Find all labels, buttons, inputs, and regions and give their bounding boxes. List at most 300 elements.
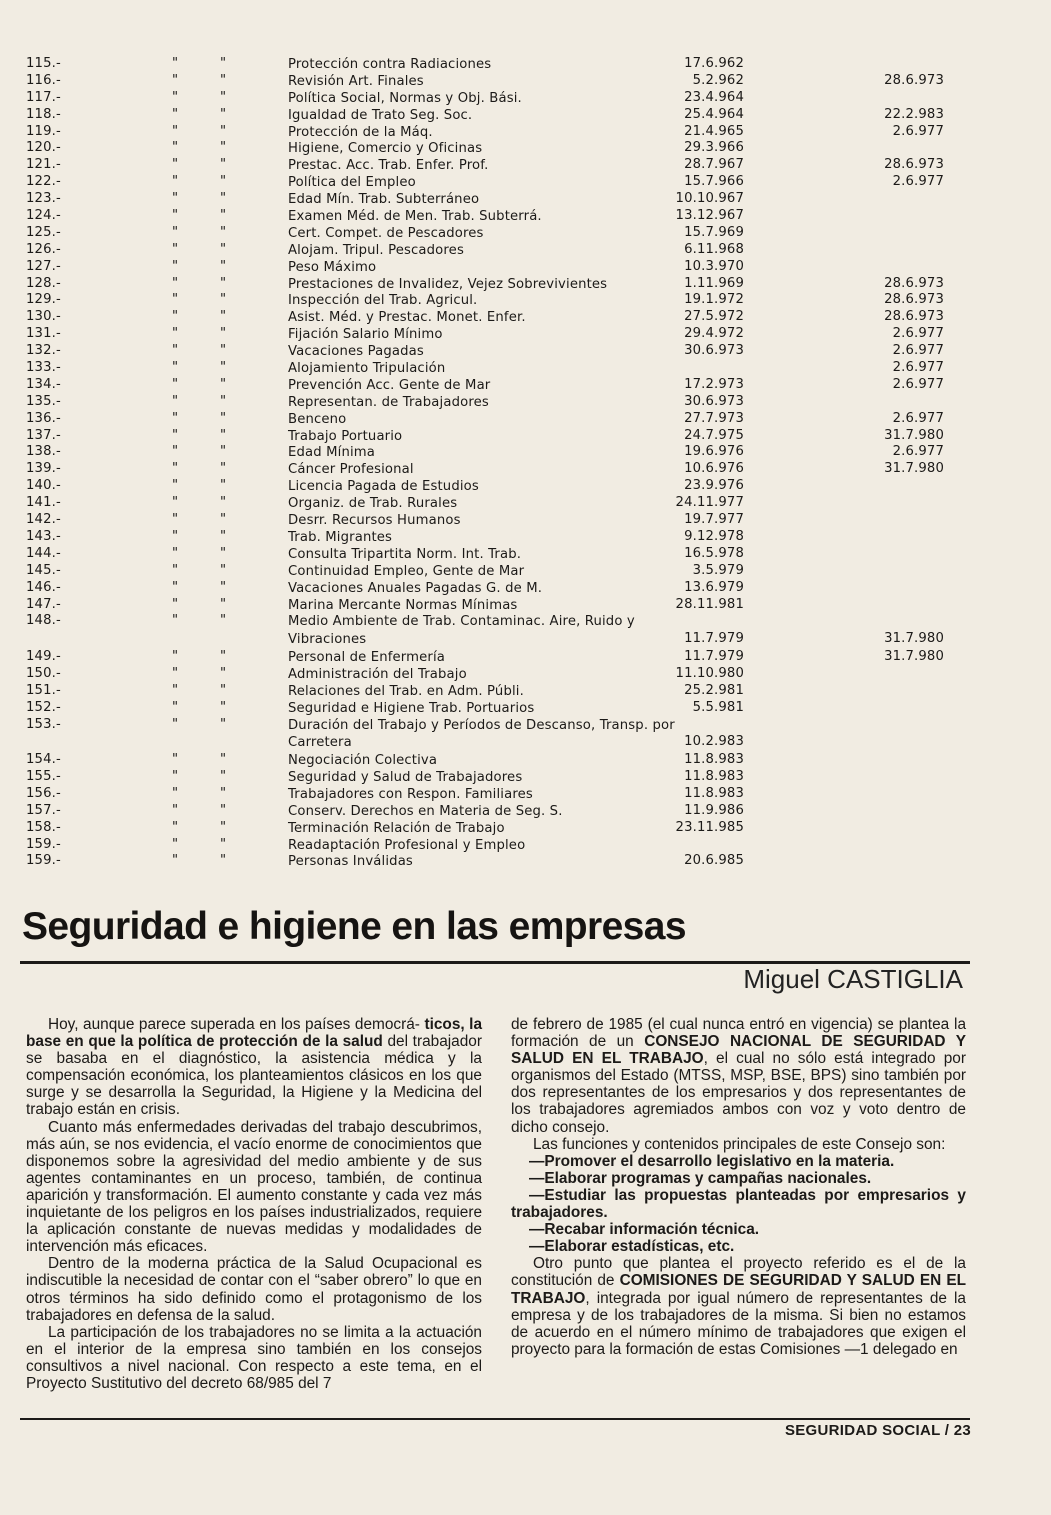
- list-item: —Elaborar programas y campañas nacionales.: [529, 1169, 872, 1187]
- convention-title: Relaciones del Trab. en Adm. Públi.: [288, 683, 524, 699]
- ditto-mark: ": [172, 802, 179, 818]
- convention-title: Duración del Trabajo y Períodos de Descanso, Transp. por Carretera: [288, 717, 675, 751]
- ditto-mark: ": [220, 785, 227, 801]
- adoption-date: 21.4.965: [684, 123, 744, 139]
- ditto-mark: ": [172, 360, 179, 376]
- table-row: [26, 157, 1006, 174]
- convention-number: 130.-: [26, 309, 61, 325]
- ditto-mark: ": [220, 410, 227, 426]
- table-row: [26, 107, 1006, 124]
- ditto-mark: ": [172, 106, 179, 122]
- adoption-date: 16.5.978: [684, 545, 744, 561]
- convention-number: 131.-: [26, 326, 61, 342]
- conventions-table: [26, 56, 1006, 870]
- ditto-mark: ": [220, 174, 227, 190]
- convention-title: Seguridad e Higiene Trab. Portuarios: [288, 700, 535, 716]
- ditto-mark: ": [172, 785, 179, 801]
- ditto-mark: ": [220, 140, 227, 156]
- adoption-date: 19.7.977: [684, 512, 744, 528]
- ditto-mark: ": [220, 224, 227, 240]
- convention-number: 123.-: [26, 191, 61, 207]
- convention-number: 153.-: [26, 716, 61, 732]
- table-row: [26, 343, 1006, 360]
- ditto-mark: ": [220, 123, 227, 139]
- convention-title: Organiz. de Trab. Rurales: [288, 496, 458, 512]
- convention-title: Protección de la Máq.: [288, 124, 433, 140]
- convention-number: 156.-: [26, 785, 61, 801]
- adoption-date: 20.6.985: [684, 853, 744, 869]
- convention-number: 121.-: [26, 157, 61, 173]
- ditto-mark: ": [220, 545, 227, 561]
- convention-number: 159.-: [26, 836, 61, 852]
- convention-title: Inspección del Trab. Agricul.: [288, 293, 478, 309]
- adoption-date: 27.5.972: [684, 309, 744, 325]
- ratification-date: 2.6.977: [892, 376, 944, 392]
- convention-number: 119.-: [26, 123, 61, 139]
- ratification-date: 2.6.977: [892, 360, 944, 376]
- convention-number: 159.-: [26, 853, 61, 869]
- ratification-date: 2.6.977: [892, 174, 944, 190]
- convention-number: 140.-: [26, 478, 61, 494]
- table-row: [26, 276, 1006, 293]
- paragraph: Las funciones y contenidos principales de este Consejo son:: [533, 1135, 946, 1153]
- convention-number: 157.-: [26, 802, 61, 818]
- table-row: [26, 478, 1006, 495]
- convention-title: Terminación Relación de Trabajo: [288, 820, 505, 836]
- convention-number: 133.-: [26, 360, 61, 376]
- convention-number: 117.-: [26, 89, 61, 105]
- table-row: [26, 73, 1006, 90]
- ditto-mark: ": [220, 752, 227, 768]
- convention-number: 132.-: [26, 343, 61, 359]
- adoption-date: 27.7.973: [684, 410, 744, 426]
- ditto-mark: ": [220, 461, 227, 477]
- paragraph: de febrero de 1985 (el cual nunca entró en vigencia) se plantea la formación de un CONSEJO NACIONAL DE SEGURIDAD Y SALUD EN EL TRABAJO, el cual no sólo está integrado por organismos del Estado (MTSS, MSP, BSE, BPS) sino también por dos representantes de los empresarios y dos representantes de los trabajadores agremiados ambos con voz y voto dentro de dicho consejo.: [511, 1016, 966, 1136]
- ditto-mark: ": [172, 275, 179, 291]
- table-row: [26, 90, 1006, 107]
- adoption-date: 11.8.983: [684, 752, 744, 768]
- table-row: [26, 259, 1006, 276]
- ditto-mark: ": [220, 853, 227, 869]
- table-row: [26, 820, 1006, 837]
- ratification-date: 28.6.973: [884, 157, 944, 173]
- convention-title: Política Social, Normas y Obj. Bási.: [288, 90, 522, 106]
- ditto-mark: ": [220, 292, 227, 308]
- ditto-mark: ": [172, 292, 179, 308]
- ratification-date: 31.7.980: [884, 461, 944, 477]
- convention-title: Vacaciones Anuales Pagadas G. de M.: [288, 580, 543, 596]
- table-row: [26, 837, 1006, 854]
- adoption-date: 28.7.967: [684, 157, 744, 173]
- adoption-date: 30.6.973: [684, 343, 744, 359]
- ditto-mark: ": [172, 769, 179, 785]
- ditto-mark: ": [172, 495, 179, 511]
- ditto-mark: ": [220, 769, 227, 785]
- ditto-mark: ": [220, 275, 227, 291]
- convention-number: 122.-: [26, 174, 61, 190]
- ditto-mark: ": [172, 716, 179, 732]
- ratification-date: 31.7.980: [884, 631, 944, 647]
- convention-number: 137.-: [26, 427, 61, 443]
- convention-number: 135.-: [26, 393, 61, 409]
- ditto-mark: ": [220, 326, 227, 342]
- table-row: [26, 428, 1006, 445]
- convention-number: 152.-: [26, 699, 61, 715]
- ditto-mark: ": [220, 596, 227, 612]
- convention-title: Conserv. Derechos en Materia de Seg. S.: [288, 803, 563, 819]
- adoption-date: 11.7.979: [684, 631, 744, 647]
- convention-title: Personal de Enfermería: [288, 649, 445, 665]
- table-row: [26, 444, 1006, 461]
- ditto-mark: ": [172, 241, 179, 257]
- ditto-mark: ": [220, 106, 227, 122]
- ditto-mark: ": [220, 343, 227, 359]
- table-row: [26, 803, 1006, 820]
- ditto-mark: ": [220, 89, 227, 105]
- adoption-date: 9.12.978: [684, 528, 744, 544]
- ditto-mark: ": [220, 56, 227, 71]
- convention-title: Marina Mercante Normas Mínimas: [288, 597, 518, 613]
- convention-title: Alojam. Tripul. Pescadores: [288, 242, 464, 258]
- convention-number: 126.-: [26, 241, 61, 257]
- convention-number: 139.-: [26, 461, 61, 477]
- ratification-date: 2.6.977: [892, 123, 944, 139]
- ratification-date: 2.6.977: [892, 444, 944, 460]
- ratification-date: 28.6.973: [884, 72, 944, 88]
- adoption-date: 23.9.976: [684, 478, 744, 494]
- adoption-date: 17.6.962: [684, 56, 744, 71]
- ratification-date: 22.2.983: [884, 106, 944, 122]
- ditto-mark: ": [220, 376, 227, 392]
- convention-title: Prestac. Acc. Trab. Enfer. Prof.: [288, 158, 489, 174]
- ditto-mark: ": [172, 528, 179, 544]
- table-row: [26, 292, 1006, 309]
- convention-number: 138.-: [26, 444, 61, 460]
- ditto-mark: ": [172, 665, 179, 681]
- adoption-date: 28.11.981: [675, 596, 744, 612]
- adoption-date: 25.4.964: [684, 106, 744, 122]
- ditto-mark: ": [172, 72, 179, 88]
- adoption-date: 3.5.979: [692, 562, 744, 578]
- ditto-mark: ": [220, 309, 227, 325]
- adoption-date: 10.2.983: [684, 734, 744, 750]
- ditto-mark: ": [172, 89, 179, 105]
- convention-number: 155.-: [26, 769, 61, 785]
- convention-number: 118.-: [26, 106, 61, 122]
- ratification-date: 28.6.973: [884, 309, 944, 325]
- convention-number: 158.-: [26, 819, 61, 835]
- convention-number: 145.-: [26, 562, 61, 578]
- convention-title: Cáncer Profesional: [288, 462, 414, 478]
- ditto-mark: ": [220, 258, 227, 274]
- ditto-mark: ": [172, 682, 179, 698]
- adoption-date: 13.12.967: [675, 208, 744, 224]
- table-row: [26, 613, 1006, 649]
- ditto-mark: ": [220, 208, 227, 224]
- adoption-date: 10.6.976: [684, 461, 744, 477]
- table-row: [26, 580, 1006, 597]
- ditto-mark: ": [220, 579, 227, 595]
- convention-title: Peso Máximo: [288, 259, 377, 275]
- ditto-mark: ": [172, 444, 179, 460]
- ditto-mark: ": [220, 512, 227, 528]
- paragraph: La participación de los trabajadores no se limita a la actuación en el interior de la empresa sino también en los consejos consultivos a nivel nacional. Con respecto a este tema, en el Proyecto Sustitutivo del decreto 68/985 del 7: [26, 1323, 482, 1392]
- adoption-date: 25.2.981: [684, 682, 744, 698]
- convention-number: 115.-: [26, 56, 61, 71]
- ditto-mark: ": [220, 241, 227, 257]
- adoption-date: 5.2.962: [692, 72, 744, 88]
- convention-number: 149.-: [26, 648, 61, 664]
- convention-number: 146.-: [26, 579, 61, 595]
- convention-title: Examen Méd. de Men. Trab. Subterrá.: [288, 209, 542, 225]
- page-footer: SEGURIDAD SOCIAL / 23: [784, 1422, 971, 1439]
- ditto-mark: ": [172, 140, 179, 156]
- convention-number: 143.-: [26, 528, 61, 544]
- convention-title: Política del Empleo: [288, 175, 416, 191]
- adoption-date: 11.10.980: [675, 665, 744, 681]
- adoption-date: 11.9.986: [684, 802, 744, 818]
- convention-number: 124.-: [26, 208, 61, 224]
- adoption-date: 23.4.964: [684, 89, 744, 105]
- convention-title: Fijación Salario Mínimo: [288, 327, 443, 343]
- convention-title: Administración del Trabajo: [288, 666, 467, 682]
- ditto-mark: ": [220, 665, 227, 681]
- convention-number: 150.-: [26, 665, 61, 681]
- table-row: [26, 700, 1006, 717]
- ditto-mark: ": [220, 613, 227, 629]
- ratification-date: 2.6.977: [892, 326, 944, 342]
- ditto-mark: ": [220, 562, 227, 578]
- table-row: [26, 174, 1006, 191]
- table-row: [26, 529, 1006, 546]
- table-row: [26, 461, 1006, 478]
- table-row: [26, 752, 1006, 769]
- ratification-date: 2.6.977: [892, 410, 944, 426]
- ditto-mark: ": [220, 360, 227, 376]
- ditto-mark: ": [172, 410, 179, 426]
- convention-number: 134.-: [26, 376, 61, 392]
- adoption-date: 13.6.979: [684, 579, 744, 595]
- ratification-date: 31.7.980: [884, 648, 944, 664]
- table-row: [26, 666, 1006, 683]
- adoption-date: 19.6.976: [684, 444, 744, 460]
- table-row: [26, 769, 1006, 786]
- ditto-mark: ": [220, 528, 227, 544]
- ditto-mark: ": [220, 72, 227, 88]
- convention-title: Desrr. Recursos Humanos: [288, 513, 461, 529]
- article-author: Miguel CASTIGLIA: [743, 964, 963, 994]
- table-row: [26, 191, 1006, 208]
- ditto-mark: ": [172, 123, 179, 139]
- ditto-mark: ": [172, 376, 179, 392]
- adoption-date: 19.1.972: [684, 292, 744, 308]
- ditto-mark: ": [220, 393, 227, 409]
- convention-number: 128.-: [26, 275, 61, 291]
- convention-number: 147.-: [26, 596, 61, 612]
- ditto-mark: ": [220, 191, 227, 207]
- ditto-mark: ": [220, 836, 227, 852]
- ditto-mark: ": [220, 444, 227, 460]
- convention-title: Trabajadores con Respon. Familiares: [288, 786, 533, 802]
- convention-title: Consulta Tripartita Norm. Int. Trab.: [288, 546, 522, 562]
- adoption-date: 23.11.985: [675, 819, 744, 835]
- table-row: [26, 563, 1006, 580]
- ditto-mark: ": [220, 427, 227, 443]
- ditto-mark: ": [172, 208, 179, 224]
- convention-number: 125.-: [26, 224, 61, 240]
- table-row: [26, 786, 1006, 803]
- convention-title: Trabajo Portuario: [288, 428, 403, 444]
- paragraph: Cuanto más enfermedades derivadas del trabajo descubrimos, más aún, se nos evidencia, el vacío enorme de conocimientos que disponemos sobre la agresividad del medio ambiente y de sus agentes contaminantes en un proceso, también, de continua aparición y transformación. El aumento constante y cada vez más inquietante de los peligros en los países industrializados, requiere la aplicación constante de nuevas medidas y modalidades de intervención más eficaces.: [26, 1118, 482, 1256]
- table-row: [26, 683, 1006, 700]
- ditto-mark: ": [172, 819, 179, 835]
- convention-title: Higiene, Comercio y Oficinas: [288, 141, 483, 157]
- convention-title: Alojamiento Tripulación: [288, 361, 446, 377]
- convention-number: 116.-: [26, 72, 61, 88]
- adoption-date: 29.3.966: [684, 140, 744, 156]
- adoption-date: 30.6.973: [684, 393, 744, 409]
- ratification-date: 28.6.973: [884, 292, 944, 308]
- paragraph: Dentro de la moderna práctica de la Salud Ocupacional es indiscutible la necesidad de contar con el “saber obrero” lo que en otros términos ha sido definido como el protagonismo de los trabajadores en defensa de la salud.: [26, 1255, 482, 1324]
- ditto-mark: ": [172, 853, 179, 869]
- ditto-mark: ": [172, 174, 179, 190]
- convention-title: Asist. Méd. y Prestac. Monet. Enfer.: [288, 310, 526, 326]
- ditto-mark: ": [172, 157, 179, 173]
- footer-rule: [20, 1418, 970, 1420]
- ditto-mark: ": [220, 648, 227, 664]
- ditto-mark: ": [220, 819, 227, 835]
- article-column-left: [26, 1016, 482, 1392]
- convention-number: 148.-: [26, 613, 61, 629]
- table-row: [26, 546, 1006, 563]
- convention-title: Protección contra Radiaciones: [288, 57, 492, 72]
- ditto-mark: ": [172, 56, 179, 71]
- table-row: [26, 360, 1006, 377]
- convention-title: Igualdad de Trato Seg. Soc.: [288, 107, 473, 123]
- ditto-mark: ": [172, 512, 179, 528]
- table-row: [26, 377, 1006, 394]
- ditto-mark: ": [220, 495, 227, 511]
- convention-title: Negociación Colectiva: [288, 753, 438, 769]
- list-item: —Estudiar las propuestas planteadas por empresarios y trabajadores.: [511, 1186, 966, 1222]
- article-column-right: [511, 1016, 966, 1358]
- adoption-date: 5.5.981: [692, 699, 744, 715]
- adoption-date: 11.7.979: [684, 648, 744, 664]
- convention-number: 154.-: [26, 752, 61, 768]
- convention-number: 136.-: [26, 410, 61, 426]
- table-row: [26, 411, 1006, 428]
- ditto-mark: ": [172, 545, 179, 561]
- ratification-date: 2.6.977: [892, 343, 944, 359]
- ditto-mark: ": [172, 752, 179, 768]
- ditto-mark: ": [220, 157, 227, 173]
- ditto-mark: ": [172, 478, 179, 494]
- adoption-date: 15.7.969: [684, 224, 744, 240]
- ditto-mark: ": [172, 191, 179, 207]
- ditto-mark: ": [172, 579, 179, 595]
- ditto-mark: ": [172, 836, 179, 852]
- list-item: —Promover el desarrollo legislativo en la materia.: [529, 1152, 895, 1170]
- table-row: [26, 309, 1006, 326]
- adoption-date: 29.4.972: [684, 326, 744, 342]
- table-row: [26, 208, 1006, 225]
- convention-number: 151.-: [26, 682, 61, 698]
- article-headline: Seguridad e higiene en las empresas: [22, 905, 686, 948]
- ditto-mark: ": [172, 224, 179, 240]
- convention-title: Licencia Pagada de Estudios: [288, 479, 479, 495]
- table-row: [26, 225, 1006, 242]
- convention-number: 141.-: [26, 495, 61, 511]
- list-item: —Recabar información técnica.: [529, 1221, 760, 1239]
- adoption-date: 24.7.975: [684, 427, 744, 443]
- ditto-mark: ": [172, 648, 179, 664]
- convention-title: Vacaciones Pagadas: [288, 344, 424, 360]
- adoption-date: 11.8.983: [684, 769, 744, 785]
- convention-title: Edad Mín. Trab. Subterráneo: [288, 192, 480, 208]
- convention-title: Revisión Art. Finales: [288, 73, 424, 89]
- convention-number: 142.-: [26, 512, 61, 528]
- ratification-date: 28.6.973: [884, 275, 944, 291]
- ditto-mark: ": [172, 461, 179, 477]
- ditto-mark: ": [220, 699, 227, 715]
- convention-title: Cert. Compet. de Pescadores: [288, 225, 484, 241]
- table-row: [26, 394, 1006, 411]
- ditto-mark: ": [172, 596, 179, 612]
- convention-title: Seguridad y Salud de Trabajadores: [288, 770, 523, 786]
- convention-title: Readaptación Profesional y Empleo: [288, 837, 526, 853]
- ditto-mark: ": [172, 343, 179, 359]
- convention-title: Personas Inválidas: [288, 854, 413, 870]
- table-row: [26, 124, 1006, 141]
- ditto-mark: ": [220, 478, 227, 494]
- convention-number: 127.-: [26, 258, 61, 274]
- ditto-mark: ": [172, 393, 179, 409]
- table-row: [26, 853, 1006, 870]
- convention-title: Prestaciones de Invalidez, Vejez Sobrevivientes: [288, 276, 608, 292]
- convention-number: 129.-: [26, 292, 61, 308]
- convention-title: Edad Mínima: [288, 445, 375, 461]
- adoption-date: 24.11.977: [675, 495, 744, 511]
- table-row: [26, 56, 1006, 73]
- table-row: [26, 649, 1006, 666]
- convention-title: Representan. de Trabajadores: [288, 394, 489, 410]
- ditto-mark: ": [172, 258, 179, 274]
- adoption-date: 1.11.969: [684, 275, 744, 291]
- ditto-mark: ": [172, 309, 179, 325]
- table-row: [26, 597, 1006, 614]
- table-row: [26, 512, 1006, 529]
- paragraph: Otro punto que plantea el proyecto referido es el de la constitución de COMISIONES DE SEGURIDAD Y SALUD EN EL TRABAJO, integrada por igual número de representantes de la empresa y de los trabajadores de la misma. Si bien no estamos de acuerdo en el número mínimo de trabajadores que exigen el proyecto para la formación de estas Comisiones —1 delegado en: [511, 1255, 966, 1358]
- table-row: [26, 717, 1006, 753]
- adoption-date: 17.2.973: [684, 376, 744, 392]
- ratification-date: 31.7.980: [884, 427, 944, 443]
- convention-title: Prevención Acc. Gente de Mar: [288, 377, 491, 393]
- ditto-mark: ": [172, 699, 179, 715]
- ditto-mark: ": [220, 682, 227, 698]
- adoption-date: 15.7.966: [684, 174, 744, 190]
- ditto-mark: ": [220, 716, 227, 732]
- adoption-date: 6.11.968: [684, 241, 744, 257]
- convention-title: Trab. Migrantes: [288, 529, 393, 545]
- convention-number: 120.-: [26, 140, 61, 156]
- table-row: [26, 326, 1006, 343]
- ditto-mark: ": [172, 562, 179, 578]
- convention-title: Continuidad Empleo, Gente de Mar: [288, 563, 525, 579]
- adoption-date: 10.3.970: [684, 258, 744, 274]
- adoption-date: 10.10.967: [675, 191, 744, 207]
- ditto-mark: ": [172, 326, 179, 342]
- list-item: —Elaborar estadísticas, etc.: [529, 1238, 735, 1256]
